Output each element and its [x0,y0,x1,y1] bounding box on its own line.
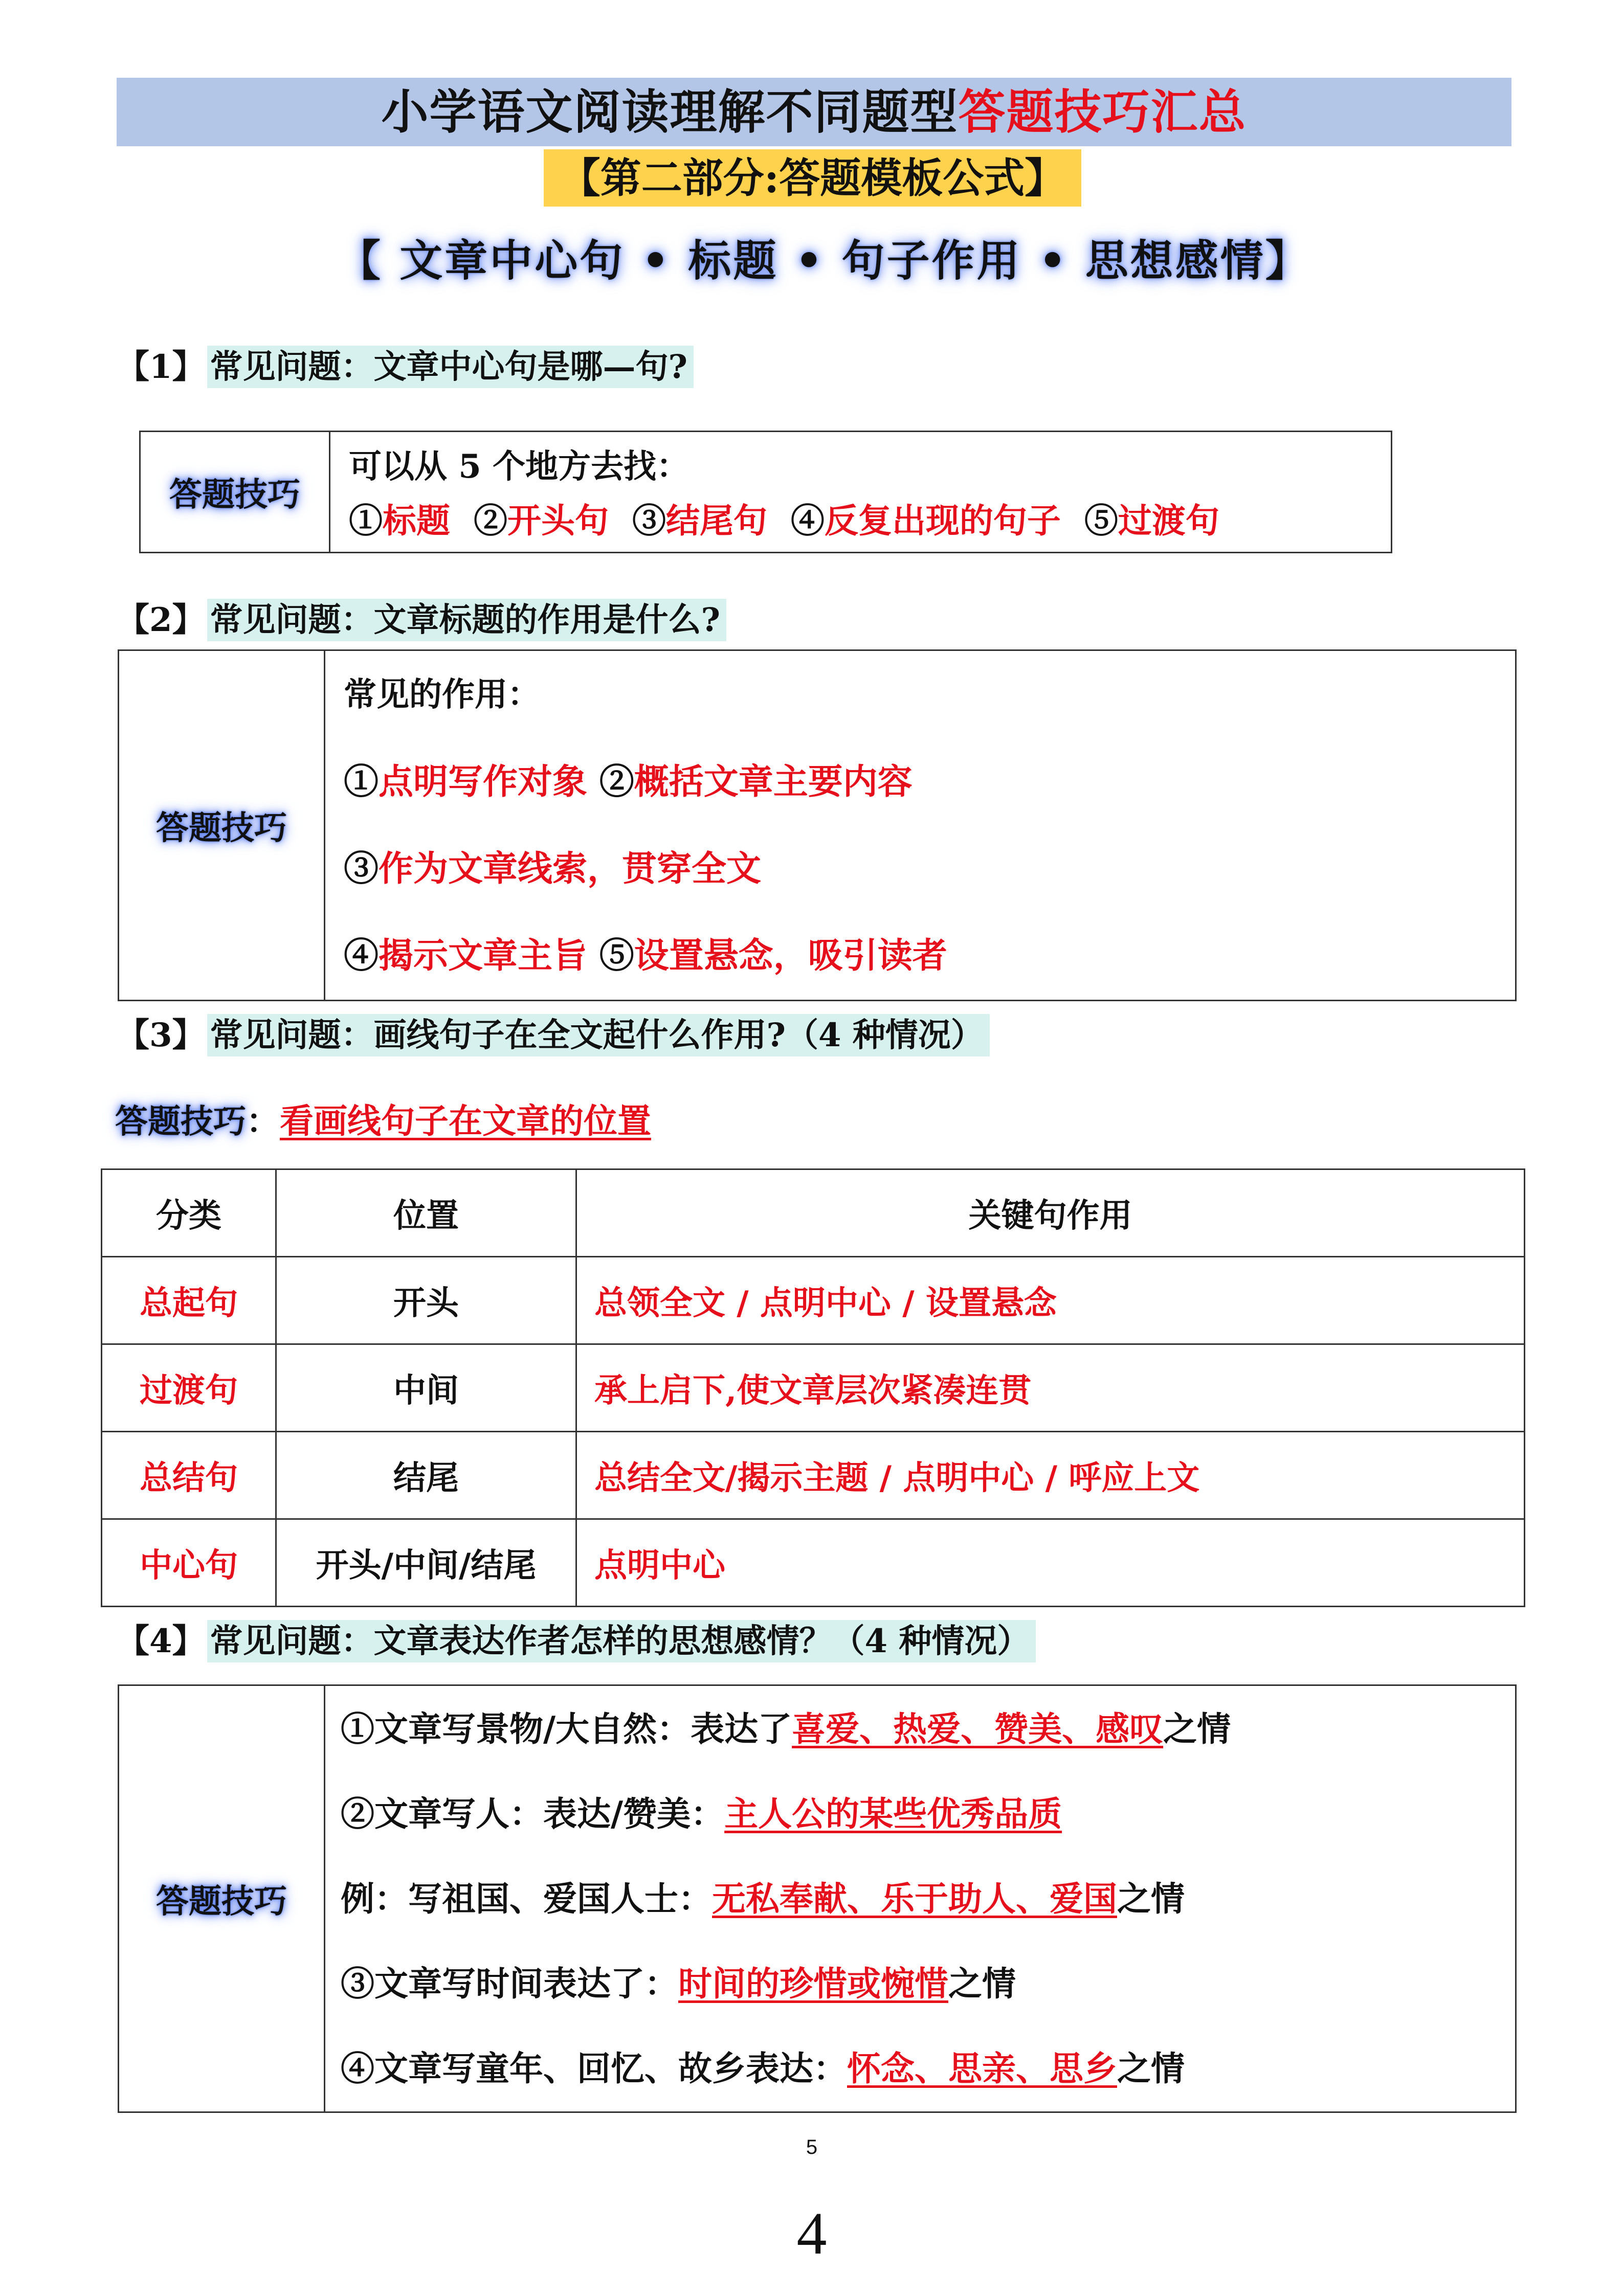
answer-line [341,1856,1515,1941]
answer-item: 开头句 [507,501,609,541]
page-number-large: 4 [796,2200,827,2267]
answer-item: 作为文章线索，贯穿全文 [379,848,762,889]
answer-line [341,1941,1515,2026]
line-prefix: 例：写祖国、爱国人士： [341,1879,712,1919]
item-marker: ② [473,501,507,541]
tip-colon: ： [246,1101,280,1141]
item-marker: ③ [632,501,666,541]
item-marker: ① [344,761,379,802]
row-type: 总结句 [102,1432,276,1519]
q4-answer-box [118,1684,1517,2113]
answer-item: 结尾句 [665,501,767,541]
table-row [102,1519,1525,1607]
column-header: 关键句作用 [576,1169,1525,1257]
column-header: 分类 [102,1169,276,1257]
answer-item: 点明写作对象 [379,761,588,802]
row-type: 总起句 [102,1257,276,1344]
row-position: 开头/中间/结尾 [276,1519,576,1607]
answer-item: 反复出现的句子 [824,501,1061,541]
answer-items [349,495,1391,546]
answer-item: 标题 [383,501,450,541]
row-function: 点明中心 [576,1519,1525,1607]
tip-label: 答题技巧 [115,1102,246,1141]
answer-content-cell [330,432,1392,553]
row-type: 中心句 [102,1519,276,1607]
row-position: 结尾 [276,1432,576,1519]
answer-line [341,2026,1515,2111]
answer-label: 答题技巧 [156,1882,287,1921]
answer-content-cell [325,1685,1516,2112]
line-highlight: 无私奉献、乐于助人、爱国 [712,1879,1117,1919]
answer-item: 设置悬念，吸引读者 [634,935,947,976]
answer-item: 过渡句 [1118,501,1219,541]
answer-content-cell [325,650,1516,1001]
question-text: 常见问题：文章表达作者怎样的思想感情？（4 种情况） [207,1620,1036,1662]
answer-intro: 常见的作用： [344,676,540,714]
item-marker: ① [349,501,383,541]
answer-label-cell [119,650,325,1001]
table-header-row [102,1169,1525,1257]
line-prefix: ④文章写童年、回忆、故乡表达： [341,2049,847,2088]
answer-label: 答题技巧 [156,809,287,847]
question-number: 【2】 [117,601,205,639]
question-text: 常见问题：文章中心句是哪—句? [207,346,694,388]
subtitle-band: 【第二部分:答题模板公式】 [544,149,1081,207]
line-suffix: 之情 [948,1964,1016,2004]
answer-line-2 [344,825,1515,912]
q1-answer-box [139,431,1392,553]
page-number-small: 5 [806,2136,818,2158]
line-highlight: 喜爱、热爱、赞美、感叹 [792,1709,1164,1749]
table-row [102,1344,1525,1432]
page-title [117,78,1511,146]
line-suffix: 之情 [1163,1709,1231,1749]
line-suffix: 之情 [1117,2049,1185,2088]
table-row [102,1432,1525,1519]
question-1-heading [117,342,694,393]
title-highlight: 答题技巧汇总 [958,84,1247,140]
line-highlight: 怀念、思亲、思乡 [847,2049,1117,2088]
table-row [102,1257,1525,1344]
item-marker: ③ [344,848,379,889]
answer-line [341,1771,1515,1856]
answer-line-3 [344,912,1515,999]
line-prefix: ②文章写人：表达/赞美： [341,1794,725,1834]
row-position: 开头 [276,1257,576,1344]
line-highlight: 时间的珍惜或惋惜 [678,1964,948,2004]
row-function: 承上启下,使文章层次紧凑连贯 [576,1344,1525,1432]
answer-item: 揭示文章主旨 [379,935,588,976]
question-text: 常见问题：文章标题的作用是什么? [207,599,727,641]
line-suffix: 之情 [1117,1879,1185,1919]
section-heading: 【 文章中心句 • 标题 • 句子作用 • 思想感情】 [338,235,1310,286]
answer-line-1 [344,738,1515,825]
item-marker: ⑤ [1084,501,1118,541]
item-marker: ⑤ [599,935,634,976]
column-header: 位置 [276,1169,576,1257]
item-marker: ② [599,761,634,802]
answer-label-cell [140,432,330,553]
line-highlight: 主人公的某些优秀品质 [724,1794,1062,1834]
item-marker: ④ [790,501,825,541]
line-prefix: ①文章写景物/大自然：表达了 [341,1709,792,1749]
answer-item: 概括文章主要内容 [634,761,913,802]
question-number: 【1】 [117,348,205,386]
line-prefix: ③文章写时间表达了： [341,1964,678,2004]
question-3-heading [117,1010,990,1061]
row-function: 总领全文 / 点明中心 / 设置悬念 [576,1257,1525,1344]
answer-label: 答题技巧 [169,476,300,514]
row-position: 中间 [276,1344,576,1432]
answer-label-cell [119,1685,325,2112]
q3-tip [115,1095,651,1147]
sentence-function-table [101,1168,1525,1607]
answer-line [341,1686,1515,1771]
question-number: 【4】 [117,1622,205,1660]
question-number: 【3】 [117,1016,205,1054]
answer-intro: 可以从 5 个地方去找： [349,447,689,486]
q2-answer-box [118,649,1517,1001]
question-2-heading [117,595,726,646]
title-main: 小学语文阅读理解不同题型 [381,84,959,140]
row-type: 过渡句 [102,1344,276,1432]
row-function: 总结全文/揭示主题 / 点明中心 / 呼应上文 [576,1432,1525,1519]
question-text: 常见问题：画线句子在全文起什么作用?（4 种情况） [207,1014,990,1056]
tip-text: 看画线句子在文章的位置 [280,1101,651,1141]
item-marker: ④ [344,935,379,976]
question-4-heading [117,1616,1036,1667]
